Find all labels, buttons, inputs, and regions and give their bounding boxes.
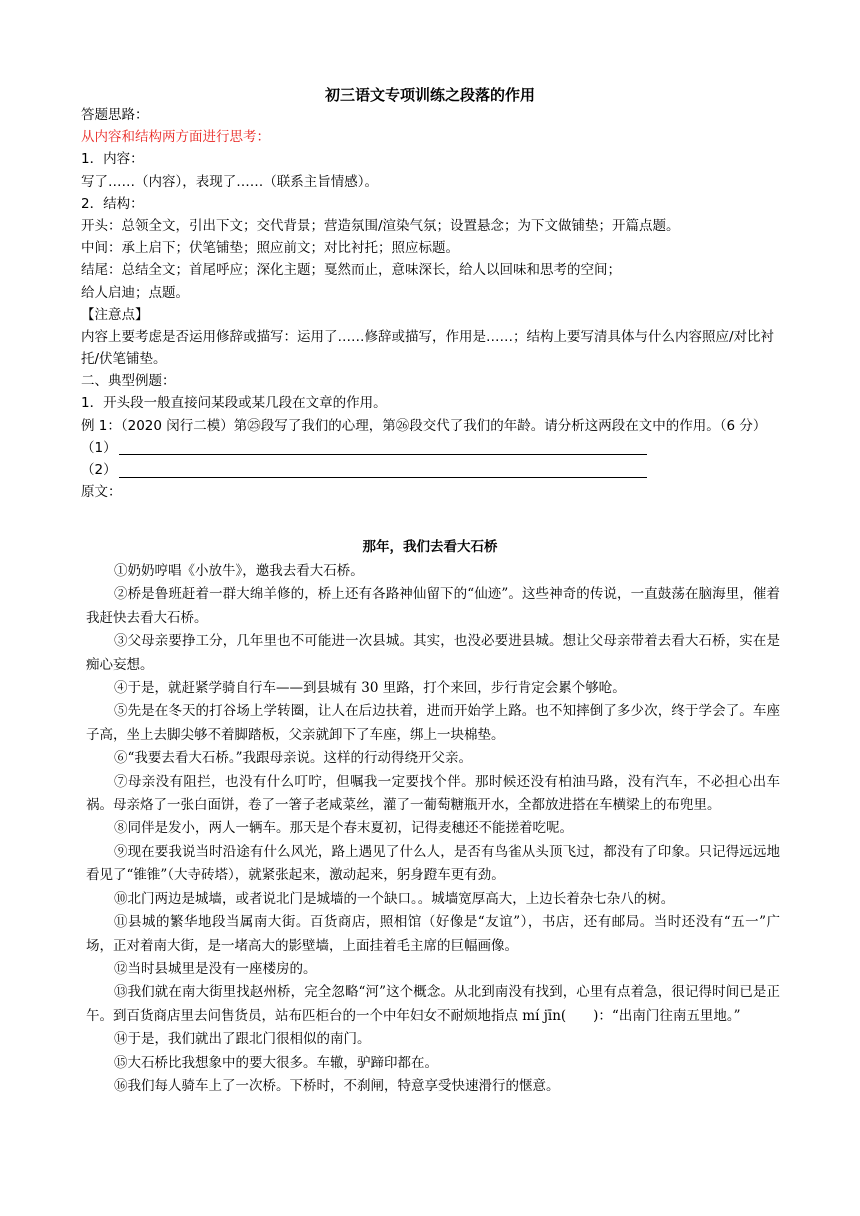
guide-heading: 答题思路： xyxy=(81,107,149,123)
article-paragraph: ③父母亲要挣工分，几年里也不可能进一次县城。其实，也没必要进县城。想让父母亲带着去看大石桥，实在是痴心妄想。 xyxy=(86,633,780,673)
structure-label: 2．结构： xyxy=(81,195,144,212)
article-paragraph: ⑬我们就在南大街里找赵州桥，完全忽略“河”这个概念。从北到南没有找到，心里有点着急，很记得时间已是正午。到百货商店里去问售货员，站布匹柜台的一个中年妇女不耐烦地指点 mí jīn( )：“出南门往南五里地。” xyxy=(86,984,780,1024)
article-paragraph: ⑯我们每人骑车上了一次桥。下桥时，不刹闸，特意享受快速滑行的惬意。 xyxy=(114,1077,560,1094)
article-title: 那年，我们去看大石桥 xyxy=(362,539,498,555)
answer-guide xyxy=(81,104,781,503)
structure-ending-2: 给人启迪；点题。 xyxy=(81,284,189,301)
article-paragraph: ⑤先是在冬天的打谷场上学转圈，让人在后边扶着，进而开始学上路。也不知摔倒了多少次，终于学会了。车座子高，坐上去脚尖够不着脚踏板，父亲就卸下了车座，绑上一块棉垫。 xyxy=(86,703,780,743)
answer-blank-1[interactable] xyxy=(119,440,647,455)
article-paragraph: ⑮大石桥比我想象中的要大很多。车辙，驴蹄印都在。 xyxy=(114,1054,438,1071)
article-paragraph: ⑦母亲没有阻拦，也没有什么叮咛，但嘱我一定要找个伴。那时候还没有柏油马路，没有汽车，不必担心出车祸。母亲烙了一张白面饼，卷了一箸子老咸菜丝，灌了一葡萄糖瓶开水，全都放进搭在车横梁上的布兜里。 xyxy=(86,773,780,814)
article-paragraph: ⑨现在要我说当时沿途有什么风光，路上遇见了什么人，是否有鸟雀从头顶飞过，都没有了印象。只记得远远地看见了“锥锥”（大寺砖塔），就紧张起来，激动起来，躬身蹬车更有劲。 xyxy=(86,843,780,884)
content-label: 1．内容： xyxy=(81,151,144,168)
answer-blank-2[interactable] xyxy=(119,463,647,478)
answer-line-1 xyxy=(81,437,781,459)
article-paragraph: ⑫当时县城里是没有一座楼房的。 xyxy=(114,960,317,977)
original-label: 原文： xyxy=(81,484,122,501)
answer-line-2 xyxy=(81,459,781,481)
article-paragraph: ⑥“我要去看大石桥。”我跟母亲说。这样的行动得绕开父亲。 xyxy=(114,750,473,767)
answer-line-1-label: （1） xyxy=(81,439,117,456)
article-paragraph: ⑩北门两边是城墙，或者说北门是城墙的一个缺口。。城墙宽厚高大，上边长着杂七杂八的树。 xyxy=(114,890,675,907)
article-paragraph: ①奶奶哼唱《小放牛》，邀我去看大石桥。 xyxy=(114,563,364,579)
notes-text: 内容上要考虑是否运用修辞或描写：运用了……修辞或描写，作用是……；结构上要写清具体与什么内容照应/对比衬托/伏笔铺垫。 xyxy=(81,328,775,368)
structure-opening: 开头：总领全文，引出下文；交代背景；营造氛围/渲染气氛；设置悬念；为下文做铺垫；开篇点题。 xyxy=(81,217,680,234)
article-paragraph: ⑪县城的繁华地段当属南大街。百货商店，照相馆（好像是“友谊”），书店，还有邮局。当时还没有“五一”广场，正对着南大街，是一堵高大的影壁墙，上面挂着毛主席的巨幅画像。 xyxy=(86,914,780,954)
content-text: 写了……（内容），表现了……（联系主旨情感）。 xyxy=(81,173,378,190)
guide-red-line: 从内容和结构两方面进行思考： xyxy=(81,129,270,146)
article-paragraph: ⑭于是，我们就出了跟北门很相似的南门。 xyxy=(114,1031,371,1048)
article-paragraph: ②桥是鲁班赶着一群大绵羊修的，桥上还有各路神仙留下的“仙迹”。这些神奇的传说，一直鼓荡在脑海里，催着我赶快去看大石桥。 xyxy=(86,586,780,626)
structure-ending: 结尾：总结全文；首尾呼应；深化主题；戛然而止，意味深长，给人以回味和思考的空间； xyxy=(81,262,621,279)
examples-heading: 二、典型例题： xyxy=(81,373,176,390)
answer-line-2-label: （2） xyxy=(81,462,117,479)
page-title: 初三语文专项训练之段落的作用 xyxy=(324,86,535,104)
article-body xyxy=(86,560,780,1098)
examples-item-1: 1．开头段一般直接问某段或某几段在文章的作用。 xyxy=(81,395,387,412)
notes-heading: 【注意点】 xyxy=(81,306,149,323)
article-paragraph: ④于是，就赶紧学骑自行车——到县城有 30 里路，打个来回，步行肯定会累个够呛。 xyxy=(114,680,626,697)
structure-middle: 中间：承上启下；伏笔铺垫；照应前文；对比衬托；照应标题。 xyxy=(81,240,459,257)
article-paragraph: ⑧同伴是发小，两人一辆车。那天是个春末夏初，记得麦穗还不能搓着吃呢。 xyxy=(114,820,573,837)
example-1-question: 例 1：（2020 闵行二模）第㉕段写了我们的心理，第㉖段交代了我们的年龄。请分析这两段在文中的作用。（6 分） xyxy=(81,417,767,434)
